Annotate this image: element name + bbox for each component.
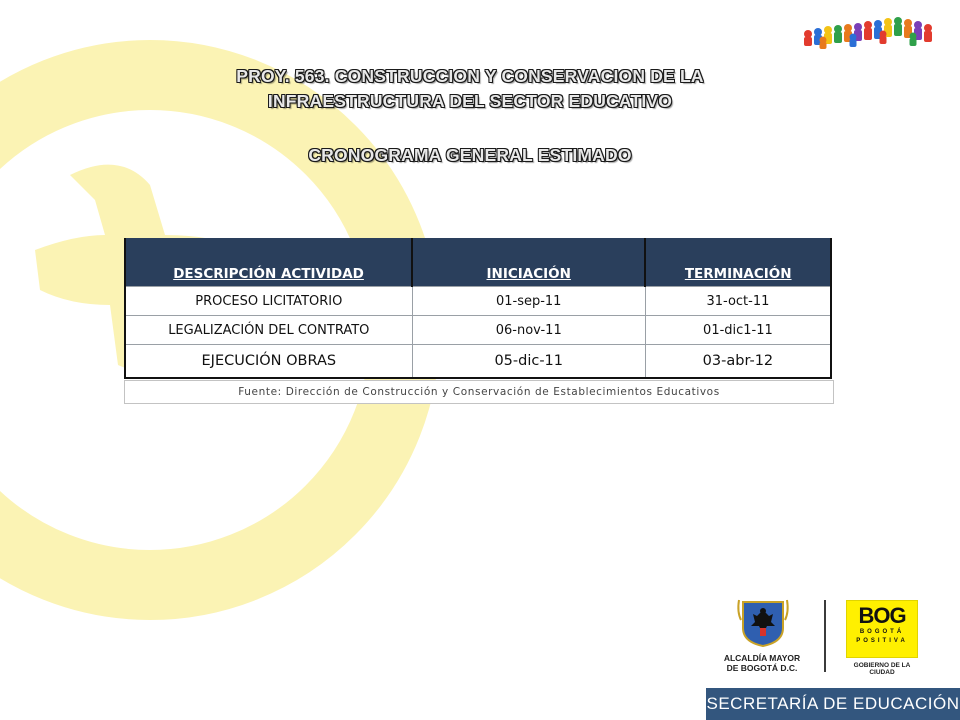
table-row (125, 316, 831, 345)
cell-inicio: 01-sep-11 (412, 287, 645, 316)
cell-actividad: EJECUCIÓN OBRAS (125, 345, 412, 379)
toy-figures-logo (800, 10, 940, 52)
alcaldia-line2: DE BOGOTÁ D.C. (726, 663, 798, 673)
table-header-row (125, 238, 831, 287)
gobierno-label: GOBIERNO DE LA CIUDAD (853, 662, 911, 676)
header-terminacion: TERMINACIÓN (645, 238, 831, 287)
bog-positiva-logo (846, 600, 918, 658)
logo-divider (824, 600, 826, 672)
alcaldia-label (712, 653, 812, 673)
slide-title-line2: INFRAESTRUCTURA DEL SECTOR EDUCATIVO (267, 91, 673, 111)
header-descripcion: DESCRIPCIÓN ACTIVIDAD (125, 238, 412, 287)
schedule-table (124, 238, 832, 379)
cell-fin: 03-abr-12 (645, 345, 831, 379)
secretaria-banner: SECRETARÍA DE EDUCACIÓN (706, 688, 960, 720)
slide-subtitle: CRONOGRAMA GENERAL ESTIMADO (308, 145, 632, 165)
header-iniciacion: INICIACIÓN (412, 238, 645, 287)
cell-fin: 31-oct-11 (645, 287, 831, 316)
bog-logo-sub1: BOGOTÁ (859, 629, 905, 635)
cell-actividad: LEGALIZACIÓN DEL CONTRATO (125, 316, 412, 345)
table-source-note: Fuente: Dirección de Construcción y Conservación de Establecimientos Educativos (124, 380, 834, 404)
bog-logo-sub2: POSITIVA (856, 638, 908, 644)
table-row (125, 345, 831, 379)
bog-logo-text: BOG (858, 603, 906, 628)
cell-fin: 01-dic1-11 (645, 316, 831, 345)
coat-of-arms-icon (733, 598, 793, 648)
table-row (125, 287, 831, 316)
slide-title-line1: PROY. 563. CONSTRUCCION Y CONSERVACION DE LA (236, 66, 704, 86)
cell-inicio: 06-nov-11 (412, 316, 645, 345)
cell-inicio: 05-dic-11 (412, 345, 645, 379)
alcaldia-line1: ALCALDÍA MAYOR (723, 653, 801, 663)
cell-actividad: PROCESO LICITATORIO (125, 287, 412, 316)
